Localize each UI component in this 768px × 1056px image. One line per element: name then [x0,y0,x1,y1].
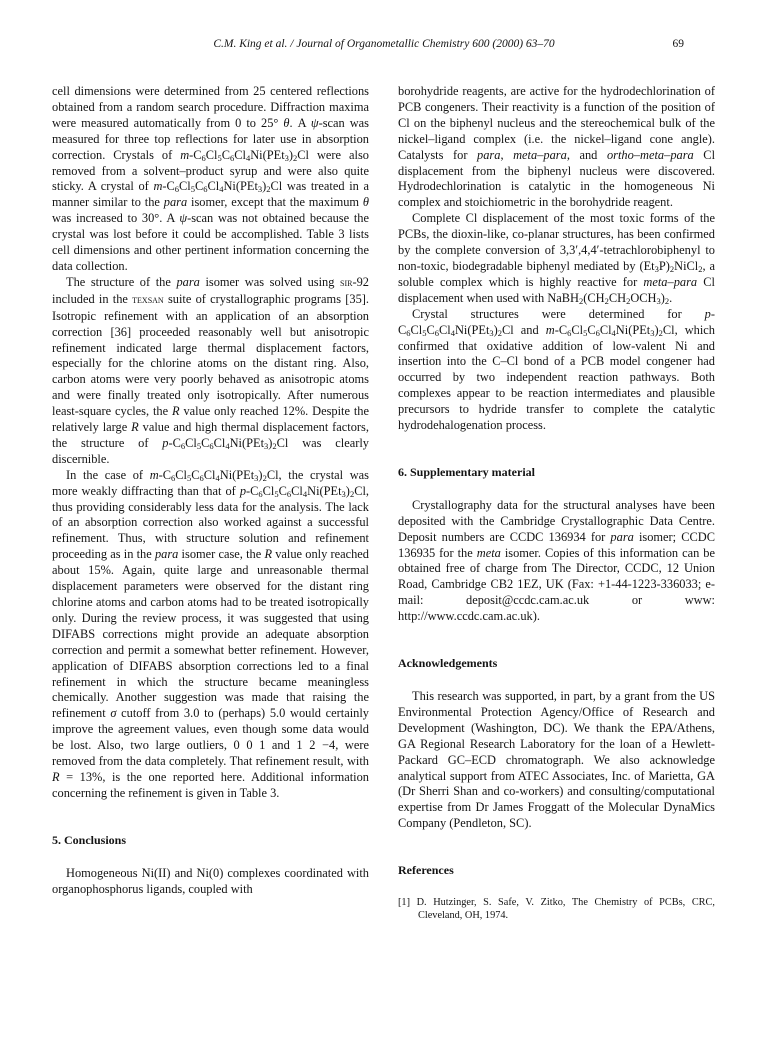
page-number: 69 [672,38,684,50]
paragraph: In the case of $m-C_6Cl_5C_6Cl_4Ni(PEt_3)_2Cl$, the crystal was more weakly diffracting than that of $p-C_6Cl_5C_6Cl_4Ni(PEt_3)_2Cl$, thus providing considerably less data for the analysis. The lack of an absorption correction also worked against a successful refinement. Thus, with structure solution and refinement proceeding as in the para isomer case, the R value only reached about 15%. Again, quite large and unreasonable thermal displacement parameters were observed for the distant ring chlorine atoms and carbon atoms had to be treated isotropically only. During the review process, it was suggested that using DIFABS corrections might provide an adequate absorption correction and permit a somewhat better refinement. However, application of DIFABS absorption corrections led to a final refinement in which the structure became meaningless chemically. Another suggestion was made that raising the refinement σ cutoff from 3.0 to (perhaps) 5.0 would certainly improve the agreement values, even though some data would be lost. Also, two large outliers, 0 0 1 and 1 2 −4, were removed from the data completely. That refinement result, with R = 13%, is the one reported here. Additional information concerning the refinement is given in Table 3. [52,467,369,800]
right-column [398,84,715,922]
paragraph: The structure of the para isomer was solved using sir-92 included in the texsan suite of crystallographic programs [35]. Isotropic refinement with an application of an absorption correction [36] proceeded reasonably well but anisotropic refinement indicated large thermal displacement factors, especially for the chlorine atoms on the distant ring. Also, carbon atoms were very poorly behaved as anisotropic atoms and were finally treated only isotropically. After numerous least-square cycles, the R value only reached 12%. Despite the relatively large R value and high thermal displacement factors, the structure of $p-C_6Cl_5C_6Cl_4Ni(PEt_3)_2Cl$ was clearly discernible. [52,274,369,466]
section-heading-supplementary: 6. Supplementary material [398,464,535,479]
paragraph: borohydride reagents, are active for the hydrodechlorination of PCB congeners. Their reactivity is a function of the position of Cl on the biphenyl nucleus and the stereochemical bulk of the nickel–ligand complex (i.e. the nickel–ligand cone angle). Catalysts for para, meta–para, and ortho–meta–para Cl displacement from the biphenyl nucleus were discovered. Hydrodechlorination is catalytic in the homogeneous Ni complex and stoichiometric in the borohydride reagent. [398,84,716,210]
left-column [52,84,369,898]
reference-item: [1] D. Hutzinger, S. Safe, V. Zitko, The Chemistry of PCBs, CRC, Cleveland, OH, 1974. [398,897,715,922]
section-heading-references: References [398,863,454,878]
running-header [0,38,768,58]
paragraph: Crystal structures were determined for $p-C_6Cl_5C_6Cl_4Ni(PEt_3)_2Cl$ and $m-C_6Cl_5C_6Cl_4Ni(PEt_3)_2Cl$, which confirmed that oxidative addition of low-valent Ni and insertion into the C–Cl bond of a PCB model congener had occurred by two independent reaction pathways. Both complexes appear to be reaction intermediates and plausible precursors to hydride transfer to complete the catalytic hydrodehalogenation process. [398,306,716,433]
section-heading-acknowledgements: Acknowledgements [398,656,498,671]
paragraph: Complete Cl displacement of the most toxic forms of the PCBs, the dioxin-like, co-planar structures, has been confirmed by the complete conversion of 3,3′,4,4′-tetrachlorobiphenyl to non-toxic, biodegradable biphenyl mediated by $(Et_3P)_2NiCl_2$, a soluble complex which is highly reactive for meta–para Cl displacement when used with $NaBH_2(CH_2CH_2OCH_3)_2$. [398,211,715,306]
paragraph-conclusions: Homogeneous Ni(II) and Ni(0) complexes coordinated with organophosphorus ligands, coupled with [52,865,369,896]
paragraph-acknowledgements: This research was supported, in part, by a grant from the US Environmental Protection Agency/Office of Research and Development (Washington, DC). We thank the EPA/Athens, GA Regional Research Laboratory for the loan of a Hewlett-Packard GC–ECD chromatograph. We also acknowledge analytical support from ATEC Associates, Inc. of Marietta, GA (Dr Sherri Shan and co-workers) and consulting/computational expertise from Dr James Froggatt of the Molecular DynaMics Company (Pendleton, SC). [398,689,715,831]
paragraph: cell dimensions were determined from 25 centered reflections obtained from a random search procedure. Diffraction maxima were measured automatically from 0 to 25° θ. A ψ-scan was measured for three top reflections for later use in absorption correction. Crystals of $m-C_6Cl_5C_6Cl_4Ni(PEt_3)_2Cl$ were also removed from a solvent–product syrup and were also quite sticky. A crystal of $m-C_6Cl_5C_6Cl_4Ni(PEt_3)_2Cl$ was treated in a manner similar to the para isomer, except that the maximum θ was increased to 30°. A ψ-scan was not obtained because the crystal was lost before it could be accomplished. Table 3 lists cell dimensions and other pertinent information concerning the data collection. [52,84,370,273]
section-heading-conclusions: 5. Conclusions [52,832,127,847]
running-title: C.M. King et al. / Journal of Organometallic Chemistry 600 (2000) 63–70 [213,38,555,50]
paragraph-supplementary: Crystallography data for the structural analyses have been deposited with the Cambridge Crystallographic Data Centre. Deposit numbers are CCDC 136934 for para isomer; CCDC 136935 for the meta isomer. Copies of this information can be obtained free of charge from The Director, CCDC, 12 Union Road, Cambridge CB2 1EZ, UK (Fax: +1-44-1223-336033; e-mail: deposit@ccdc.cam.ac.uk or www: http://www.ccdc.cam.ac.uk). [398,497,715,624]
